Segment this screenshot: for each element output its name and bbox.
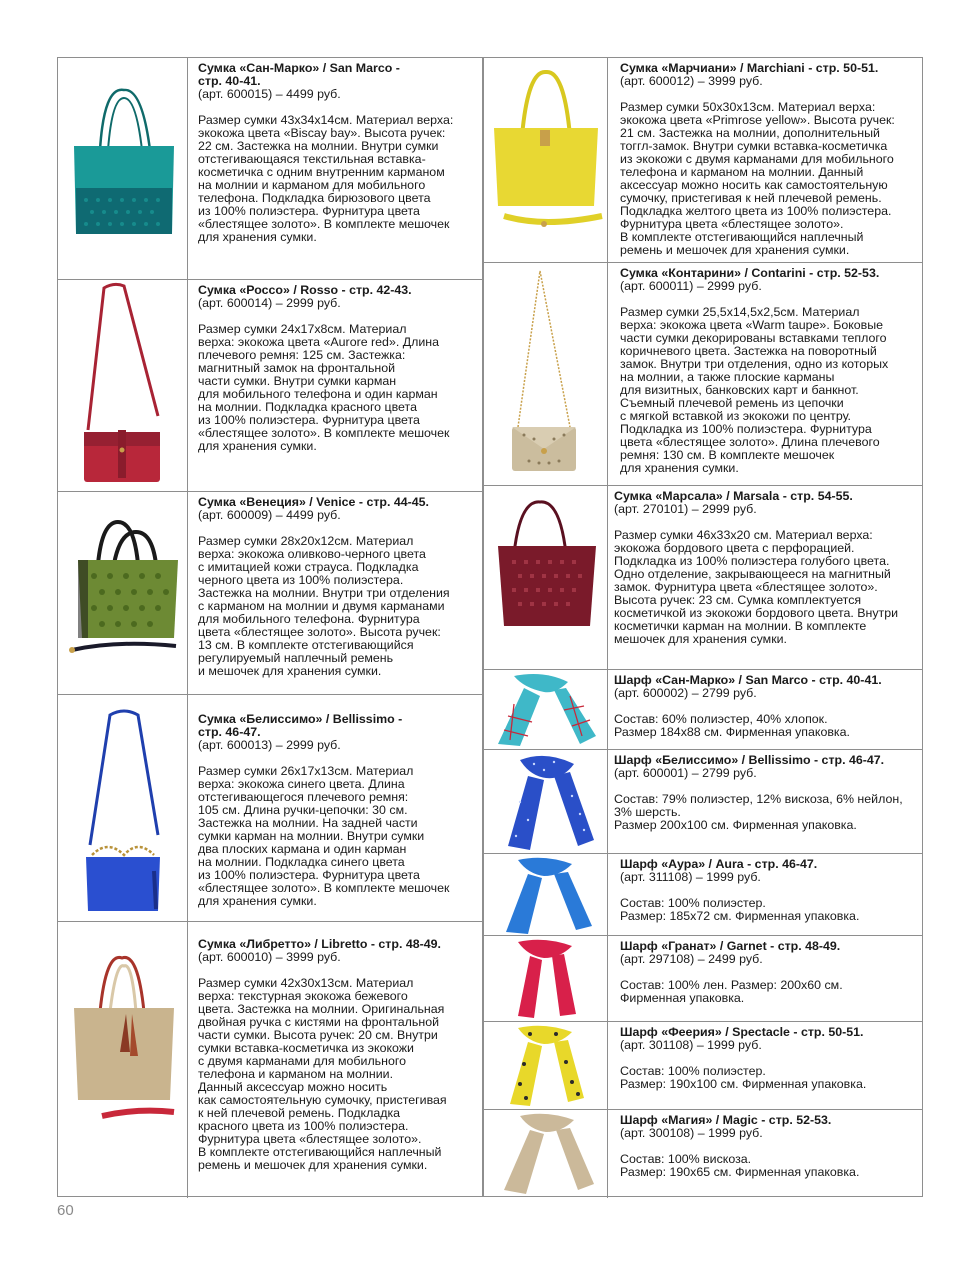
product-text xyxy=(198,938,478,1172)
olive-handbag-icon xyxy=(58,492,188,695)
product-title: Сумка «Контарини» / Contarini - стр. 52-53. xyxy=(620,266,880,280)
catalog-grid xyxy=(57,57,923,1197)
blue-shoulder-bag-icon xyxy=(58,695,188,922)
product-row-magic-scarf xyxy=(484,1110,922,1198)
product-description: Состав: 100% вискоза. Размер: 190х65 см. Фирменная упаковка. xyxy=(620,1152,860,1179)
product-article-price: (арт. 600013) – 2999 руб. xyxy=(198,738,341,752)
product-description: Размер сумки 46х33х20 см. Материал верха: экокожа бордового цвета с перфорацией. Подкладка из 100% полиэстера голубого цвета. Одно отделение, закрывающееся на магнитный замок. Фурнитура цвета «блестящее золото». Высота ручек: 23 см. Сумка комплектуется косметичкой из экокожи бордового цвета. Внутри косметички карман на молнии. В комплекте мешочек для хранения сумки. xyxy=(614,528,899,646)
product-image-cell xyxy=(484,1022,608,1109)
product-description: Размер сумки 28х20х12см. Материал верха: экокожа оливково-черного цвета с имитацией кожи страуса. Подкладка черного цвета из 100% полиэстера. Застежка на молнии. Внутри три отделения с карманом на молнии и двумя карманами для мобильного телефона. Фурнитура цвета «блестящее золото». Высота ручек: 13 см. В комплекте отстегивающийся регулируемый наплечный ремень и мешочек для хранения сумки. xyxy=(198,534,450,678)
product-article-price: (арт. 300108) – 1999 руб. xyxy=(620,1126,763,1140)
yellow-tote-bag-icon xyxy=(484,58,608,263)
product-text xyxy=(620,1026,918,1091)
product-title: Сумка «Россо» / Rosso - стр. 42-43. xyxy=(198,283,412,297)
product-row-san-marco-bag xyxy=(58,58,482,280)
product-title: Сумка «Марсала» / Marsala - стр. 54-55. xyxy=(614,489,853,503)
product-description: Состав: 60% полиэстер, 40% хлопок. Размер 184х88 см. Фирменная упаковка. xyxy=(614,712,850,739)
product-image-cell xyxy=(484,750,608,853)
product-article-price: (арт. 600001) – 2799 руб. xyxy=(614,766,757,780)
red-crossbody-bag-icon xyxy=(58,280,188,492)
product-article-price: (арт. 600010) – 3999 руб. xyxy=(198,950,341,964)
product-description: Размер сумки 50х30х13см. Материал верха: экокожа цвета «Primrose yellow». Высота ручек: 21 см. Застежка на молнии, дополнительный тоггл-замок. Внутри сумки вставка-косметичка из экокожи с двумя карманами для мобильного телефона и карманом на молнии. Данный аксессуар можно носить как самостоятельную сумочку, пристегивая к ней плечевой ремень. Подкладка желтого цвета из 100% полиэстера. Фурнитура цвета «блестящее золото». В комплекте отстегивающийся наплечный ремень и мешочек для хранения сумки. xyxy=(620,100,895,257)
product-description: Размер сумки 25,5х14,5х2,5см. Материал верха: экокожа цвета «Warm taupe». Боковые части сумки декорированы вставками теплого коричневого цвета. Застежка на поворотный замок. Внутри три отделения, одно из которых на молнии, а также плоские карманы для визитных, банковских карт и банкнот. Съемный плечевой ремень из цепочки с мягкой вставкой из экокожи по центру. Подкладка из 100% полиэстера. Фурнитура цвета «блестящее золото». Длина плечевого ремня: 130 см. В комплекте мешочек для хранения сумки. xyxy=(620,305,889,475)
product-description: Размер сумки 26х17х13см. Материал верха: экокожа синего цвета. Длина отстегивающегося плечевого ремня: 105 см. Длина ручки-цепочки: 30 см. Застежка на молнии. На задней части сумки карман на молнии. Внутри сумки два плоских кармана и один карман на молнии. Подкладка синего цвета из 100% полиэстера. Фурнитура цвета «блестящее золото». В комплекте мешочек для хранения сумки. xyxy=(198,764,450,908)
product-text xyxy=(620,858,918,923)
product-title: Шарф «Аура» / Aura - стр. 46-47. xyxy=(620,857,818,871)
product-image-cell xyxy=(484,670,608,749)
taupe-clutch-bag-icon xyxy=(484,263,608,486)
product-description: Состав: 100% лен. Размер: 200х60 см. Фирменная упаковка. xyxy=(620,978,843,1005)
product-description: Состав: 100% полиэстер. Размер: 190х100 см. Фирменная упаковка. xyxy=(620,1064,867,1091)
product-title: Шарф «Магия» / Magic - стр. 52-53. xyxy=(620,1113,832,1127)
product-article-price: (арт. 600002) – 2799 руб. xyxy=(614,686,757,700)
product-article-price: (арт. 600011) – 2999 руб. xyxy=(620,279,762,293)
product-text xyxy=(198,713,478,908)
product-text xyxy=(620,62,918,257)
product-row-marchiani-bag xyxy=(484,58,922,263)
product-text xyxy=(620,267,918,475)
product-text xyxy=(614,490,918,646)
product-image-cell xyxy=(58,695,188,921)
product-image-cell xyxy=(484,58,608,262)
left-column xyxy=(57,57,483,1197)
product-article-price: (арт. 600009) – 4499 руб. xyxy=(198,508,341,522)
product-image-cell xyxy=(58,280,188,491)
red-scarf-icon xyxy=(484,936,608,1022)
product-description: Размер сумки 42х30х13см. Материал верха: текстурная экокожа бежевого цвета. Застежка на молнии. Оригинальная двойная ручка с кистями на фронтальной части сумки. Высота ручек: 20 см. Внутри сумки вставка-косметичка из экокожи с двумя карманами для мобильного телефона и карманом на молнии. Данный аксессуар можно носить как самостоятельную сумочку, пристегивая к ней плечевой ремень. Подкладка красного цвета из 100% полиэстера. Фурнитура цвета «блестящее золото». В комплекте отстегивающийся наплечный ремень и мешочек для хранения сумки. xyxy=(198,976,447,1172)
product-title: Сумка «Венеция» / Venice - стр. 44-45. xyxy=(198,495,429,509)
product-article-price: (арт. 600012) – 3999 руб. xyxy=(620,74,763,88)
product-row-garnet-scarf xyxy=(484,936,922,1022)
product-row-marsala-bag xyxy=(484,486,922,670)
product-title: Сумка «Сан-Марко» / San Marco - стр. 40-41. xyxy=(198,61,400,88)
yellow-scarf-icon xyxy=(484,1022,608,1110)
beige-scarf-icon xyxy=(484,1110,608,1198)
product-row-spectacle-scarf xyxy=(484,1022,922,1110)
blue-scarf-icon xyxy=(484,854,608,936)
right-column xyxy=(483,57,923,1197)
product-title: Сумка «Марчиани» / Marchiani - стр. 50-51. xyxy=(620,61,879,75)
product-text xyxy=(198,496,478,678)
product-row-bellissimo-scarf xyxy=(484,750,922,854)
product-article-price: (арт. 270101) – 2999 руб. xyxy=(614,502,757,516)
page-number: 60 xyxy=(57,1202,74,1219)
product-row-bellissimo-bag xyxy=(58,695,482,922)
product-title: Шарф «Феерия» / Spectacle - стр. 50-51. xyxy=(620,1025,864,1039)
turquoise-scarf-icon xyxy=(484,670,608,750)
product-image-cell xyxy=(58,58,188,279)
product-image-cell xyxy=(484,854,608,935)
product-title: Шарф «Гранат» / Garnet - стр. 48-49. xyxy=(620,939,841,953)
product-text xyxy=(614,754,918,832)
product-image-cell xyxy=(484,1110,608,1198)
product-title: Сумка «Белиссимо» / Bellissimo - стр. 46-47. xyxy=(198,712,403,739)
product-row-venice-bag xyxy=(58,492,482,695)
product-article-price: (арт. 297108) – 2499 руб. xyxy=(620,952,763,966)
product-description: Размер сумки 24х17х8см. Материал верха: экокожа цвета «Aurore red». Длина плечевого ремня: 125 см. Застежка: магнитный замок на фронтальной части сумки. Внутри сумки карман для мобильного телефона и один карман на молнии. Подкладка красного цвета из 100% полиэстера. Фурнитура цвета «блестящее золото». В комплекте мешочек для хранения сумки. xyxy=(198,322,450,453)
blue-dotted-scarf-icon xyxy=(484,750,608,854)
product-article-price: (арт. 600014) – 2999 руб. xyxy=(198,296,341,310)
product-description: Размер сумки 43х34х14см. Материал верха: экокожа цвета «Biscay bay». Высота ручек: 22 см. Застежка на молнии. Внутри сумки отстегивающаяся текстильная вставка- косметичка с одним внутренним карманом на молнии и карманом для мобильного телефона. Подкладка бирюзового цвета из 100% полиэстера. Фурнитура цвета «блестящее золото». В комплекте мешочек для хранения сумки. xyxy=(198,113,454,244)
burgundy-tote-bag-icon xyxy=(484,486,608,670)
product-image-cell xyxy=(58,492,188,694)
product-title: Шарф «Сан-Марко» / San Marco - стр. 40-41. xyxy=(614,673,882,687)
product-image-cell xyxy=(484,936,608,1021)
product-row-contarini-bag xyxy=(484,263,922,486)
product-row-rosso-bag xyxy=(58,280,482,492)
beige-tote-bag-icon xyxy=(58,922,188,1198)
product-image-cell xyxy=(58,922,188,1198)
product-article-price: (арт. 600015) – 4499 руб. xyxy=(198,87,341,101)
teal-tote-bag-icon xyxy=(58,58,188,280)
product-text xyxy=(198,284,478,453)
product-article-price: (арт. 301108) – 1999 руб. xyxy=(620,1038,762,1052)
product-title: Шарф «Белиссимо» / Bellissimo - стр. 46-47. xyxy=(614,753,885,767)
product-image-cell xyxy=(484,263,608,485)
product-row-san-marco-scarf xyxy=(484,670,922,750)
product-row-libretto-bag xyxy=(58,922,482,1198)
product-text xyxy=(620,940,918,1005)
product-title: Сумка «Либретто» / Libretto - стр. 48-49. xyxy=(198,937,441,951)
product-description: Состав: 79% полиэстер, 12% вискоза, 6% нейлон, 3% шерсть. Размер 200х100 см. Фирменная упаковка. xyxy=(614,792,903,832)
product-text xyxy=(620,1114,918,1179)
product-description: Состав: 100% полиэстер. Размер: 185х72 см. Фирменная упаковка. xyxy=(620,896,860,923)
product-article-price: (арт. 311108) – 1999 руб. xyxy=(620,870,761,884)
product-image-cell xyxy=(484,486,608,669)
product-text xyxy=(614,674,918,739)
product-row-aura-scarf xyxy=(484,854,922,936)
product-text xyxy=(198,62,478,244)
